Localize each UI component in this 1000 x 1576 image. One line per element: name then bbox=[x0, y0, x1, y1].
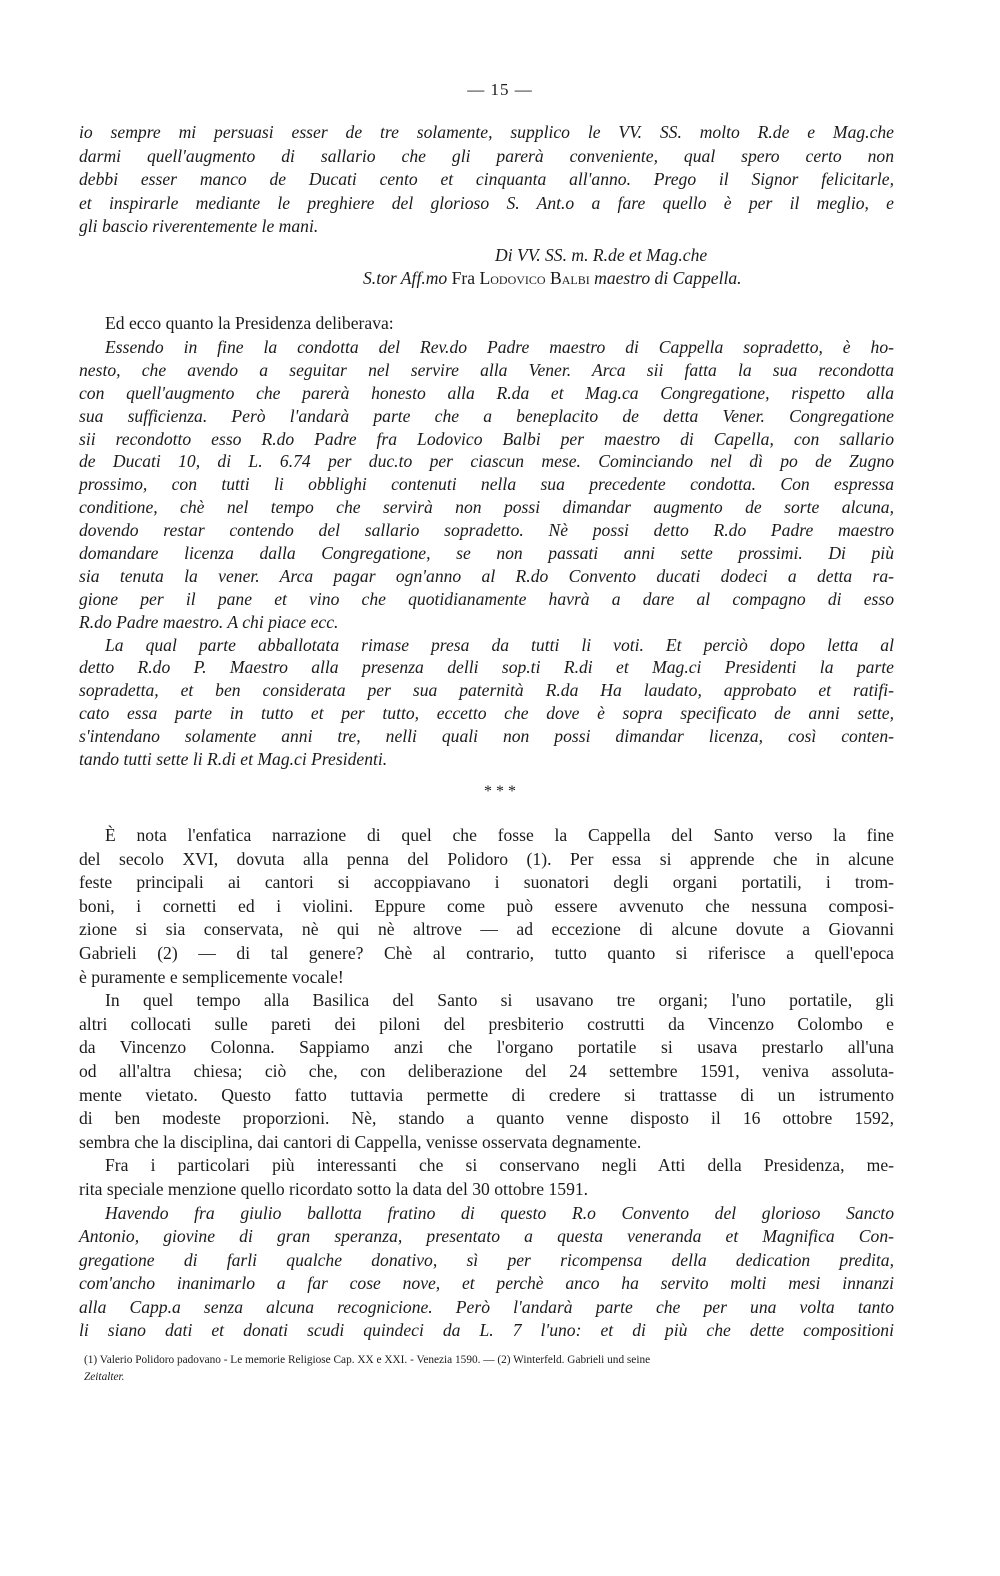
quote-line: Havendo fra giulio ballotta fratino di questo R.o Convento del glorioso Sancto bbox=[105, 1203, 894, 1223]
deliberation-line: prossimo, con tutti li obblighi contenuti nella sua precedente condotta. Con espressa bbox=[79, 474, 894, 495]
quote-line: li siano dati et donati scudi quindeci da L. 7 l'uno: et di più che dette compositioni bbox=[79, 1319, 894, 1340]
intro-line bbox=[105, 313, 895, 336]
body-line: altri collocati sulle pareti dei piloni del presbiterio costrutti da Vincenzo Colombo e bbox=[79, 1013, 894, 1034]
body-line: zione si sia conservata, nè qui nè altrove — ad eccezione di alcune dovute a Giovanni bbox=[79, 919, 894, 940]
deliberation-line: conditione, chè nel tempo che servirà non possi dimandar augmento de sorte alcuna, bbox=[79, 497, 894, 518]
body-line: boni, i cornetti ed i violini. Eppure come può essere avvenuto che nessuna composi- bbox=[79, 895, 894, 916]
deliberation-line: s'intendano solamente anni tre, nelli quali non possi dimandar licenza, così conten- bbox=[79, 726, 894, 747]
letter-paragraph bbox=[79, 122, 894, 240]
intro-text: Ed ecco quanto la Presidenza deliberava: bbox=[105, 313, 394, 333]
signature-title: maestro di Cappella. bbox=[594, 268, 742, 288]
deliberation-line: sopradetta, et ben considerata per sua paternità R.da Ha laudato, approbato et ratifi- bbox=[79, 680, 894, 701]
footnote-line: Zeitalter. bbox=[84, 1371, 125, 1383]
body-line: del secolo XVI, dovuta alla penna del Polidoro (1). Per essa si apprende che in alcune bbox=[79, 848, 894, 869]
body-line: è puramente e semplicemente vocale! bbox=[79, 966, 344, 987]
asterism-text: * * * bbox=[484, 783, 516, 800]
deliberation-line: Essendo in fine la condotta del Rev.do Padre maestro di Cappella sopradetto, è ho- bbox=[105, 337, 894, 357]
signature-prefix: S.tor Aff.mo bbox=[363, 268, 448, 288]
body-line: mente vietato. Questo fatto tuttavia permette di credere si trattasse di un istrumento bbox=[79, 1084, 894, 1105]
signature-fra: Fra bbox=[451, 268, 476, 288]
deliberation-line: detto R.do P. Maestro alla presenza delli sop.ti R.di et Mag.ci Presidenti la parte bbox=[79, 657, 894, 678]
letter-line: gli bascio riverentemente le mani. bbox=[79, 216, 319, 237]
body-line: di ben modeste proporzioni. Nè, stando a quanto venne disposto il 16 ottobre 1592, bbox=[79, 1108, 894, 1129]
quote-paragraph bbox=[79, 1203, 894, 1343]
letter-signature bbox=[363, 268, 898, 289]
deliberation-line: R.do Padre maestro. A chi piace ecc. bbox=[79, 611, 339, 632]
deliberation-line: domandare licenza dalla Congregatione, se non passati anni sette prossimi. Di più bbox=[79, 543, 894, 564]
letter-line: io sempre mi persuasi esser de tre solamente, supplico le VV. SS. molto R.de e Mag.che bbox=[79, 122, 894, 142]
quote-line: gregatione di farli qualche donativo, sì per ricompensa della dedication predita, bbox=[79, 1249, 894, 1270]
footnotes bbox=[84, 1352, 896, 1386]
body-line: Gabrieli (2) — di tal genere? Chè al contrario, tutto quanto si riferisce a quell'epoca bbox=[79, 942, 894, 963]
signature-name: Lodovico Balbi bbox=[479, 268, 590, 288]
footnote-line: (1) Valerio Polidoro padovano - Le memorie Religiose Cap. XX e XXI. - Venezia 1590. — (2) Winterfeld. Gabrieli und seine bbox=[84, 1354, 651, 1366]
quote-line: alla Capp.a senza alcuna recognicione. Però l'andarà parte che per una volta tanto bbox=[79, 1296, 894, 1317]
deliberation-line: nesto, che avendo a seguitar nel servire alla Vener. Arca sii fatta la sua recondotta bbox=[79, 359, 894, 380]
asterism-separator bbox=[0, 783, 1000, 800]
letter-line: et inspirarle mediante le preghiere del glorioso S. Ant.o a fare quello è per il meglio, e bbox=[79, 192, 894, 213]
deliberation-line: sia tenuta la vener. Arca pagar ogn'anno al R.do Convento ducati dodeci a detta ra- bbox=[79, 565, 894, 586]
body-line: È nota l'enfatica narrazione di quel che fosse la Cappella del Santo verso la fine bbox=[105, 825, 894, 845]
letter-closing: Di VV. SS. m. R.de et Mag.che bbox=[495, 245, 708, 265]
body-paragraph bbox=[79, 825, 894, 1203]
deliberation-line: gione per il pane et vino che quotidianamente havrà a dare al compagno di esso bbox=[79, 588, 894, 609]
body-line: sembra che la disciplina, dai cantori di Cappella, venisse osservata degnamente. bbox=[79, 1131, 642, 1152]
page-number: — 15 — bbox=[467, 80, 533, 99]
deliberation-paragraph bbox=[79, 337, 894, 772]
deliberation-line: sii recondotto esso R.do Padre fra Lodovico Balbi per maestro di Capella, con sallario bbox=[79, 428, 894, 449]
deliberation-line: cato essa parte in tutto et per tutto, eccetto che dove è sopra specificato de anni sette, bbox=[79, 703, 894, 724]
body-line: od all'altra chiesa; ciò che, con deliberazione del 24 settembre 1591, veniva assoluta- bbox=[79, 1060, 894, 1081]
quote-line: com'ancho inanimarlo a far cose nove, et perchè anco ha servito molti mesi innanzi bbox=[79, 1273, 894, 1294]
body-line: In quel tempo alla Basilica del Santo si usavano tre organi; l'uno portatile, gli bbox=[105, 990, 894, 1011]
body-line: da Vincenzo Colonna. Sappiamo anzi che l'organo portatile si usava prestarlo all'una bbox=[79, 1037, 894, 1058]
deliberation-line: con quell'augmento che parerà honesto alla R.da et Mag.ca Congregatione, rispetto alla bbox=[79, 382, 894, 403]
deliberation-line: dovendo restar contendo del sallario sopradetto. Nè possi detto R.do Padre maestro bbox=[79, 520, 894, 541]
deliberation-line: de Ducati 10, di L. 6.74 per duc.to per ciascun mese. Cominciando nel dì po de Zugno bbox=[79, 451, 894, 472]
deliberation-line: La qual parte abballotata rimase presa da tutti li voti. Et perciò dopo letta al bbox=[105, 634, 894, 655]
deliberation-line: tando tutti sette li R.di et Mag.ci Presidenti. bbox=[79, 749, 388, 770]
deliberation-line: sua sufficienza. Però l'andarà parte che a beneplacito de detta Vener. Congregatione bbox=[79, 405, 894, 426]
body-line: Fra i particolari più interessanti che si conservano negli Atti della Presidenza, me- bbox=[105, 1155, 894, 1176]
letter-line: debbi esser manco de Ducati cento et cinquanta all'anno. Prego il Signor felicitarle, bbox=[79, 169, 894, 190]
body-line: rita speciale menzione quello ricordato sotto la data del 30 ottobre 1591. bbox=[79, 1178, 589, 1199]
quote-line: Antonio, giovine di gran speranza, presentato a questa veneranda et Magnifica Con- bbox=[79, 1226, 894, 1247]
body-line: feste principali ai cantori si accoppiavano i suonatori degli organi portatili, i trom- bbox=[79, 872, 894, 893]
letter-line: darmi quell'augmento di sallario che gli parerà conveniente, qual spero certo non bbox=[79, 145, 894, 166]
